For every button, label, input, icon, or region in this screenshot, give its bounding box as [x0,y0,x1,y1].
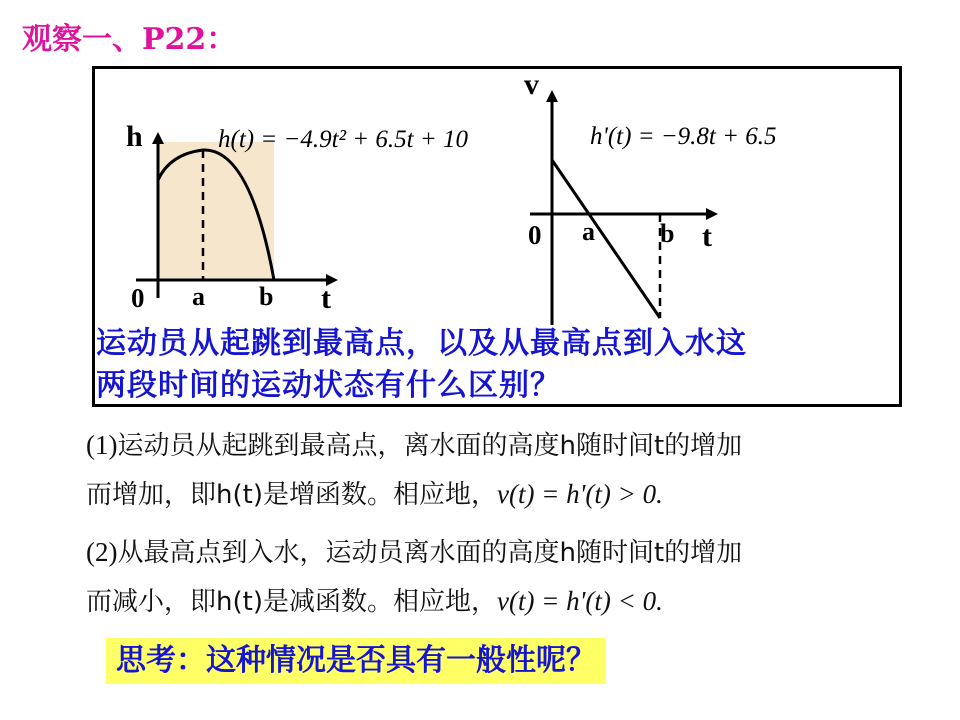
origin-label: 0 [528,220,542,250]
slide-title: 观察一、P22： [22,22,237,57]
paragraph-1-number: (1) [86,430,118,460]
axis-label-h: h [126,120,143,153]
paragraph-2-number: (2) [86,537,118,567]
origin-label: 0 [131,283,145,313]
t-axis-arrow [706,208,718,220]
paragraph-1-line-1 [86,425,742,462]
height-formula: h(t) = −4.9t² + 6.5t + 10 [218,126,468,153]
point-a-label: a [582,217,595,246]
y-axis-arrow [152,132,164,144]
height-graph [126,120,468,315]
point-a-label: a [192,282,205,311]
paragraph-1-text: 运动员从起跳到最高点，离水面的高度h随时间t的增加 [117,431,743,461]
point-b-label: b [259,282,274,311]
paragraph-2-text-2: 而减小，即h(t)是减函数。相应地， [86,587,497,617]
paragraph-1-line-2 [86,474,663,511]
paragraph-1-text-2: 而增加，即h(t)是增函数。相应地， [86,480,497,510]
axis-label-t: t [702,220,712,253]
velocity-graph [524,68,777,325]
paragraph-2-math: v(t) = h'(t) < 0. [496,586,663,616]
velocity-formula: h'(t) = −9.8t + 6.5 [590,123,777,150]
axis-label-v: v [524,68,539,101]
paragraph-1-math: v(t) = h'(t) > 0. [496,479,663,509]
question-line-1: 运动员从起跳到最高点，以及从最高点到入水这 [96,326,747,361]
paragraph-2-text: 从最高点到入水，运动员离水面的高度h随时间t的增加 [117,538,743,568]
paragraph-2-line-1 [86,532,742,569]
think-prompt: 思考：这种情况是否具有一般性呢？ [106,638,606,684]
velocity-line [552,160,660,318]
question-line-2: 两段时间的运动状态有什么区别？ [96,368,561,403]
axis-label-t: t [321,282,331,315]
paragraph-2-line-2 [86,581,663,618]
point-b-label: b [660,219,675,248]
v-axis-arrow [546,90,558,102]
